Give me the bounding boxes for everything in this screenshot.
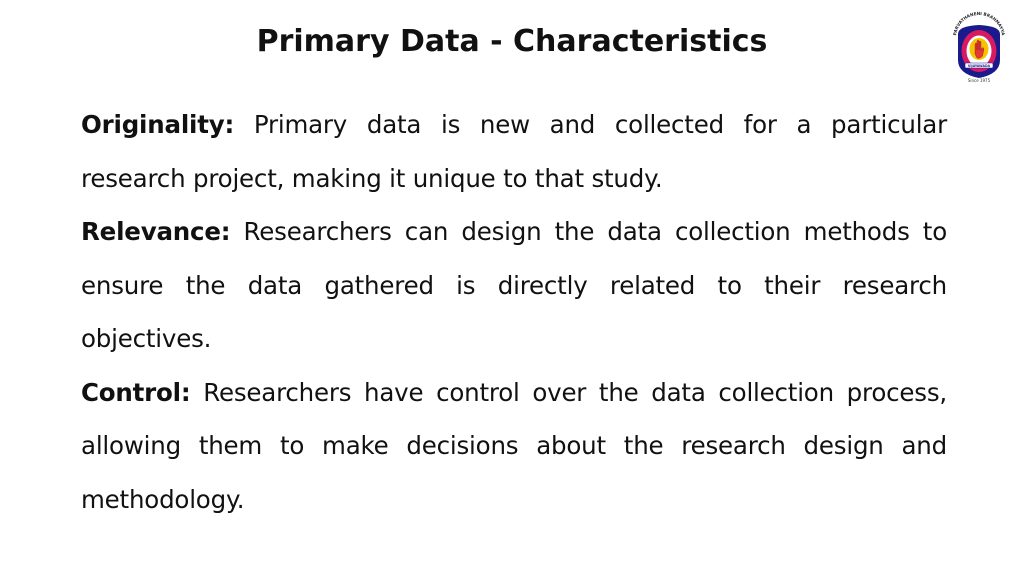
point-originality: [81, 98, 947, 205]
logo-since-text: Since 1975: [967, 78, 991, 83]
point-term: Originality:: [81, 110, 235, 139]
college-seal-logo: [950, 8, 1008, 84]
point-relevance: [81, 205, 947, 366]
point-text: Researchers have control over the data collection process, allowing them to make decisions about the research design and methodology.: [81, 377, 947, 514]
characteristics-list: [81, 98, 947, 526]
point-term: Relevance:: [81, 217, 231, 246]
point-text: Primary data is new and collected for a particular research project, making it unique to that study.: [81, 110, 947, 193]
logo-bottom-text: VIJAYAWADA: [967, 63, 991, 68]
point-term: Control:: [81, 377, 191, 407]
point-control: [81, 366, 947, 527]
slide-title: Primary Data - Characteristics: [256, 24, 768, 59]
logo-top-text: PARVATHANENI BRAHMAYYA: [952, 10, 1006, 36]
point-text: Researchers can design the data collection methods to ensure the data gathered is directly related to their research objectives.: [81, 217, 947, 353]
